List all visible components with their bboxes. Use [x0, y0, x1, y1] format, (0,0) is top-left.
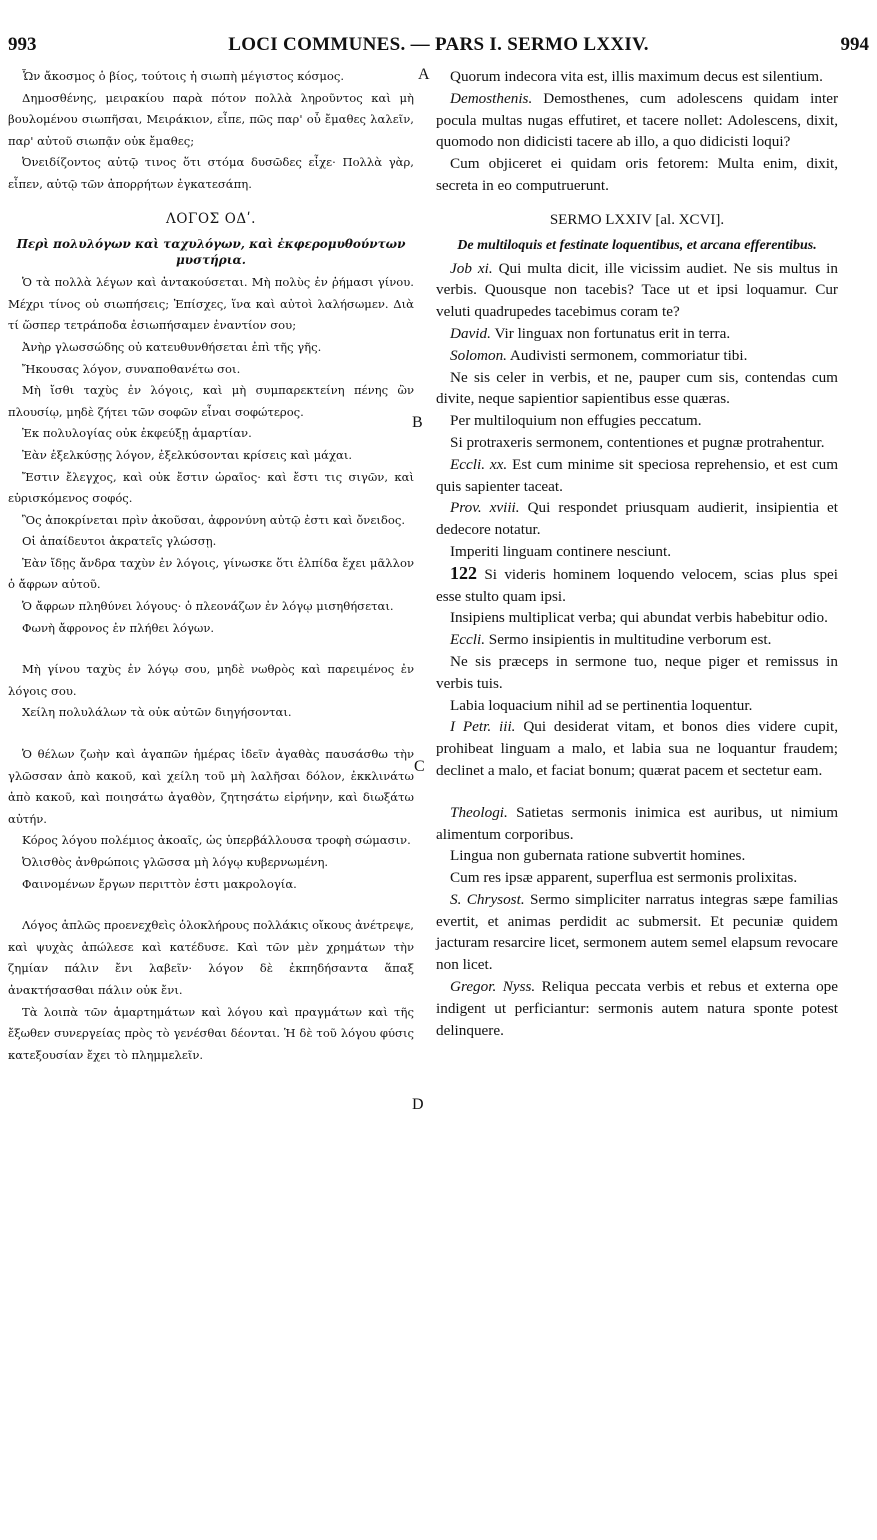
- latin-text: Labia loquacium nihil ad se pertinentia loquentur.: [450, 696, 753, 714]
- latin-text: Reliqua peccata verbis et rebus et externa ope indigent ut perficiantur: sermonis autem natura sponte potest delinquere.: [436, 978, 838, 1039]
- page-number-left: 993: [8, 34, 37, 55]
- latin-paragraph: [436, 867, 838, 889]
- latin-text: Si protraxeris sermonem, contentiones et pugnæ protrahentur.: [450, 433, 825, 451]
- latin-text: Insipiens multiplicat verba; qui abundat verbis habebitur odio.: [450, 609, 828, 627]
- latin-section-subtitle: De multiloquis et festinate loquentibus, et arcana efferentibus.: [457, 237, 817, 253]
- greek-paragraph: Ὃς ἀποκρίνεται πρὶν ἀκοῦσαι, ἀφρονύνη αὐτῷ ἐστι καὶ ὄνειδος.: [22, 512, 406, 527]
- latin-paragraph: [436, 497, 838, 541]
- latin-text: Sermo simpliciter narratus integras sæpe familias evertit, et animas perdidit ac submersit. Et pecuniæ quidem jacturam resarcire licet, sermonem autem semel elapsum revocare non licet.: [436, 890, 839, 974]
- latin-paragraph: [436, 410, 838, 432]
- source-ref: Prov. xviii.: [450, 499, 520, 517]
- source-ref: Gregor. Nyss.: [450, 978, 536, 996]
- latin-text: Lingua non gubernata ratione subvertit homines.: [450, 847, 746, 865]
- greek-paragraph: Μὴ ἴσθι ταχὺς ἐν λόγοις, καὶ μὴ συμπαρεκτείνη πένης ὢν πλουσίῳ, μηδὲ ζήτει τῶν σοφῶν εἶναι σοφώτερος.: [8, 383, 414, 419]
- latin-text: Qui desiderat vitam, et bonos dies videre cupit, prohibeat linguam a malo, et labia sua ne loquantur fraudem; declinet a malo, et faciat bonum; quærat pacem et sectetur eam.: [436, 718, 839, 779]
- greek-section-subtitle: Περὶ πολυλόγων καὶ ταχυλόγων, καὶ ἐκφερομυθούντων μυστήρια.: [16, 237, 406, 268]
- latin-paragraph: [436, 845, 838, 867]
- latin-block-1: [436, 258, 838, 782]
- latin-text: Vir linguax non fortunatus erit in terra.: [494, 324, 731, 342]
- greek-paragraph: Δημοσθένης, μειρακίου παρὰ πότον πολλὰ ληροῦντος καὶ μὴ βουλομένου σιωπῆσαι, Μειράκιον, εἶπε, πῶς παρ' οὗ ἔμαθες λαλεῖν, παρ' αὐτοῦ σιωπᾷν οὐκ ἔμαθες;: [8, 90, 414, 148]
- greek-block-3: [8, 744, 414, 830]
- margin-marker-b: B: [412, 414, 423, 431]
- greek-paragraph: Χείλη πολυλάλων τὰ οὐκ αὐτῶν διηγήσονται.: [22, 705, 292, 720]
- greek-paragraph: Οἱ ἀπαίδευτοι ἀκρατεῖς γλώσσῃ.: [22, 534, 217, 549]
- latin-text: Qui multa dicit, ille vicissim audiet. Ne sis multus in verbis. Quousque non tacebis? Tace ut et ipsi loquamur. Cur veluti quadrupedes tacebimus coram te?: [436, 259, 838, 321]
- greek-paragraph: Ὀλισθὸς ἀνθρώποις γλῶσσα μὴ λόγῳ κυβερνωμένη.: [22, 855, 329, 869]
- source-ref: S. Chrysost.: [450, 890, 525, 908]
- greek-paragraph: Ὁ θέλων ζωὴν καὶ ἀγαπῶν ἡμέρας ἰδεῖν ἀγαθὰς παυσάσθω τὴν γλῶσσαν ἀπὸ κακοῦ, καὶ χείλη τοῦ μὴ λαλῆσαι δόλον, ἐκκλινάτω ἀπὸ κακοῦ, καὶ ποιησάτω ἀγαθὸν, ζητησάτω εἰρήνην, καὶ διωξάτω αὐτήν.: [8, 747, 414, 826]
- latin-text: Per multiloquium non effugies peccatum.: [450, 412, 702, 430]
- latin-text: Qui respondet priusquam audierit, insipientia et dedecore notatur.: [436, 499, 838, 539]
- latin-paragraph: [436, 367, 838, 411]
- latin-paragraph: [436, 66, 838, 88]
- greek-paragraph: Μὴ γίνου ταχὺς ἐν λόγῳ σου, μηδὲ νωθρὸς καὶ παρειμένος ἐν λόγοις σου.: [8, 662, 414, 698]
- latin-paragraph: [436, 541, 838, 563]
- latin-text: Quorum indecora vita est, illis maximum decus est silentium.: [450, 68, 823, 85]
- latin-paragraph: [436, 976, 838, 1041]
- greek-paragraph: Λόγος ἁπλῶς προενεχθεὶς ὁλοκλήρους πολλάκις οἴκους ἀνέτρεψε, καὶ ψυχὰς ἀπώλεσε καὶ κατέδυσε. Καὶ τῶν μὲν χρημάτων τὴν ζημίαν πάλιν ἔνι λαβεῖν· λόγον δὲ ἐκπηδήσαντα ἅπαξ ἀνακτήσασθαι πάλιν οὐκ ἔνι.: [8, 918, 414, 997]
- source-ref: Demosthenis.: [450, 89, 533, 107]
- greek-block-4: [8, 830, 414, 895]
- greek-block-1: [8, 272, 414, 639]
- greek-paragraph: Τὰ λοιπὰ τῶν ἁμαρτημάτων καὶ λόγου καὶ πραγμάτων καὶ τῆς ἔξωθεν συνεργείας πρὸς τὸ γενέσθαι δέονται. Ἡ δὲ τοῦ λόγου φύσις κατεξουσίαν ἔχει τὸ πλημμελεῖν.: [8, 1004, 414, 1062]
- source-ref: David.: [450, 324, 491, 342]
- greek-intro: [8, 66, 414, 196]
- margin-marker-a: A: [418, 66, 430, 83]
- latin-paragraph: [436, 432, 838, 454]
- latin-text: Demosthenes, cum adolescens quidam inter pocula multas nugas effutiret, et tacere nollet: Adolescens, dixit, quomodo non didicisti tacere ab illo, a quo didicisti loqui?: [436, 89, 839, 151]
- latin-paragraph: [436, 802, 838, 846]
- source-ref: Eccli. xx.: [450, 455, 508, 473]
- running-header: [8, 34, 869, 60]
- greek-paragraph: Ἤκουσας λόγον, συναποθανέτω σοι.: [22, 361, 241, 376]
- greek-paragraph: Ἐὰν ἐξελκύσῃς λόγον, ἐξελκύσονται κρίσεις καὶ μάχαι.: [22, 447, 353, 462]
- latin-paragraph: [436, 695, 838, 717]
- latin-text: Cum res ipsæ apparent, superflua est sermonis prolixitas.: [450, 869, 798, 887]
- greek-paragraph: Φαινομένων ἔργων περιττὸν ἐστι μακρολογία.: [22, 876, 297, 891]
- latin-text: Est cum minime sit speciosa reprehensio, et est cum quis sapienter taceat.: [436, 455, 839, 495]
- greek-paragraph: Ἀνὴρ γλωσσώδης οὐ κατευθυνθήσεται ἐπὶ τῆς γῆς.: [22, 339, 322, 354]
- greek-paragraph: Κόρος λόγου πολέμιος ἀκοαῖς, ὡς ὑπερβάλλουσα τροφὴ σώμασιν.: [22, 833, 411, 848]
- source-ref: Solomon.: [450, 346, 507, 364]
- latin-text: Audivisti sermonem, commoriatur tibi.: [509, 346, 748, 364]
- latin-paragraph: [436, 651, 838, 695]
- latin-paragraph: [436, 258, 838, 323]
- latin-section-title: SERMO LXXIV [al. XCVI].: [549, 211, 725, 228]
- latin-column: [436, 66, 838, 1041]
- source-ref: Job xi.: [450, 259, 493, 277]
- greek-paragraph: Ἐὰν ἴδῃς ἄνδρα ταχὺν ἐν λόγοις, γίνωσκε ὅτι ἐλπίδα ἔχει μᾶλλον ὁ ἄφρων αὐτοῦ.: [8, 555, 414, 592]
- latin-text: Ne sis præceps in sermone tuo, neque piger et remissus in verbis tuis.: [436, 652, 838, 692]
- latin-paragraph: [436, 716, 838, 781]
- source-ref: Theologi.: [450, 803, 508, 821]
- greek-paragraph: Ὁ ἄφρων πληθύνει λόγους· ὁ πλεονάζων ἐν λόγῳ μισηθήσεται.: [22, 599, 394, 614]
- column-number: 122: [450, 562, 477, 583]
- greek-paragraph: Φωνὴ ἄφρονος ἐν πλήθει λόγων.: [22, 620, 215, 635]
- latin-block-2: [436, 802, 838, 1042]
- latin-text: Si videris hominem loquendo velocem, scias plus spei esse stulto quam ipsi.: [436, 565, 839, 605]
- greek-column: [8, 66, 414, 1066]
- greek-block-5: [8, 915, 414, 1066]
- latin-text: Ne sis celer in verbis, et ne, pauper cum sis, contendas cum divite, neque sapientior sapientibus esse quæras.: [436, 368, 838, 408]
- latin-paragraph: [436, 345, 838, 367]
- greek-paragraph: Ὧν ἄκοσμος ὁ βίος, τούτοις ἡ σιωπὴ μέγιστος κόσμος.: [22, 69, 345, 83]
- latin-text: Satietas sermonis inimica est auribus, ut nimium alimentum corporibus.: [436, 803, 839, 843]
- latin-intro: [436, 66, 838, 197]
- latin-paragraph: [436, 889, 838, 976]
- greek-section-title: ΛΟΓΟΣ ΟΔʹ.: [166, 210, 256, 227]
- source-ref: I Petr. iii.: [450, 718, 516, 736]
- greek-block-2: [8, 659, 414, 724]
- latin-paragraph: [436, 454, 838, 498]
- margin-marker-d: D: [412, 1096, 424, 1113]
- latin-paragraph: [436, 88, 838, 153]
- latin-paragraph: [436, 153, 838, 197]
- latin-paragraph: [436, 323, 838, 345]
- latin-paragraph: [436, 607, 838, 629]
- latin-paragraph: [436, 563, 838, 608]
- source-ref: Eccli.: [450, 631, 485, 649]
- greek-paragraph: Ὀνειδίζοντος αὐτῷ τινος ὅτι στόμα δυσῶδες εἶχε· Πολλὰ γὰρ, εἶπεν, αὐτῷ τῶν ἀπορρήτων ἐγκατεσάπη.: [8, 155, 414, 191]
- greek-paragraph: Ὁ τὰ πολλὰ λέγων καὶ ἀντακούσεται. Μὴ πολὺς ἐν ῥήμασι γίνου. Μέχρι τίνος οὐ σιωπήσεις; Ἐπίσχες, ἵνα καὶ αὐτοὶ λαλήσωμεν. Διὰ τί ὥσπερ τετράποδα ἐσιωπήσαμεν ἐναντίον σου;: [8, 275, 414, 333]
- latin-paragraph: [436, 629, 838, 651]
- page-number-right: 994: [840, 34, 869, 55]
- latin-text: Cum objiceret ei quidam oris fetorem: Multa enim, dixit, secreta in eo computruerunt.: [436, 155, 838, 194]
- greek-paragraph: Ἔστιν ἔλεγχος, καὶ οὐκ ἔστιν ὡραῖος· καὶ ἔστι τις σιγῶν, καὶ εὑρισκόμενος σοφός.: [8, 469, 414, 506]
- latin-text: Sermo insipientis in multitudine verborum est.: [488, 631, 772, 649]
- margin-marker-c: C: [414, 758, 425, 775]
- greek-paragraph: Ἐκ πολυλογίας οὐκ ἐκφεύξῃ ἁμαρτίαν.: [22, 426, 252, 441]
- latin-text: Imperiti linguam continere nesciunt.: [450, 542, 671, 560]
- running-title: LOCI COMMUNES. — PARS I. SERMO LXXIV.: [228, 34, 649, 55]
